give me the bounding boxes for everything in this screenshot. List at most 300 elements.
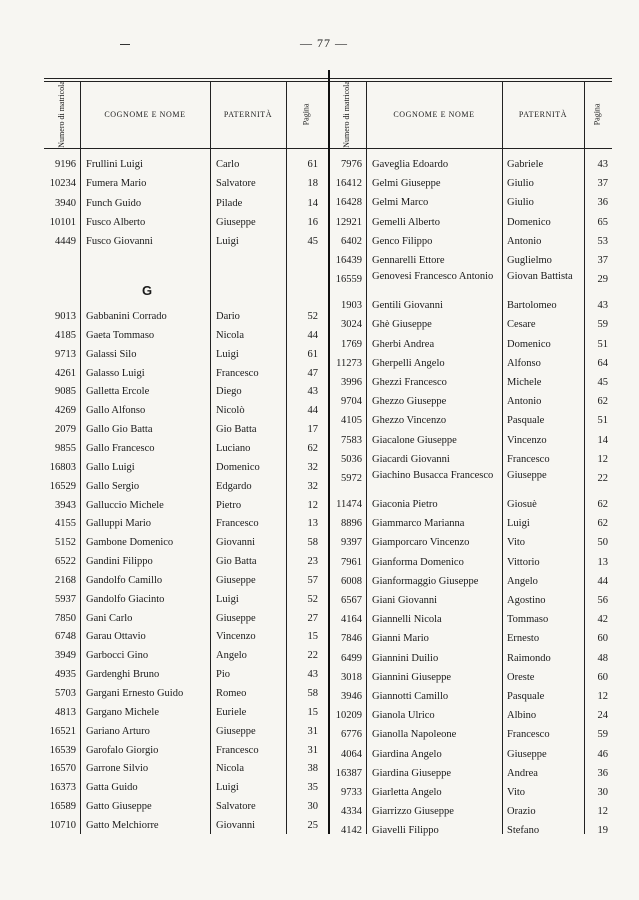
paternity-name: Ernesto	[507, 633, 540, 645]
person-name: Giaconia Pietro	[372, 499, 438, 510]
paternity-name: Antonio	[507, 396, 542, 408]
person-name: Gandolfo Giacinto	[86, 593, 165, 605]
paternity-name: Gabriele	[507, 159, 544, 170]
person-name: Gennarelli Ettore	[372, 255, 445, 266]
table-row	[44, 252, 612, 270]
page-reference: 42	[597, 614, 608, 626]
paternity-name: Luigi	[216, 593, 239, 605]
matricola-number: 4269	[55, 405, 76, 417]
table-row	[44, 803, 612, 821]
table-row	[44, 650, 612, 668]
person-name: Gianformaggio Giuseppe	[372, 575, 479, 587]
page-reference: 59	[597, 319, 608, 331]
page-reference: 45	[597, 377, 608, 388]
person-name: Galletta Ercole	[86, 386, 150, 398]
person-name: Gallo Alfonso	[86, 405, 146, 417]
paternity-name: Romeo	[216, 688, 247, 699]
header-pagina-right: Pagina	[592, 103, 602, 126]
matricola-number: 3996	[341, 377, 362, 388]
table-row	[44, 496, 612, 514]
table-row	[44, 297, 612, 315]
person-name: Ghezzo Giuseppe	[372, 396, 447, 408]
paternity-name: Michele	[507, 377, 542, 388]
paternity-name: Giuseppe	[216, 216, 256, 228]
page-reference: 43	[307, 669, 318, 681]
matricola-number: 6567	[341, 595, 362, 606]
matricola-number: 5152	[55, 537, 76, 549]
person-name: Gatta Guido	[86, 782, 138, 794]
paternity-name: Salvatore	[216, 801, 256, 813]
page-reference: 62	[307, 442, 318, 454]
register-table	[44, 78, 612, 837]
paternity-name: Cesare	[507, 319, 536, 331]
page-reference: 32	[307, 461, 318, 473]
page-reference: 51	[597, 338, 608, 350]
page-reference: 23	[307, 556, 318, 568]
person-name: Genovesi Francesco Antonio	[372, 271, 494, 283]
paternity-name: Bartolomeo	[507, 300, 557, 312]
page-reference: 51	[597, 415, 608, 427]
person-name: Giacardi Giovanni	[372, 453, 450, 465]
page-reference: 27	[307, 612, 318, 624]
page-reference: 57	[307, 574, 318, 586]
page-reference: 43	[597, 300, 608, 312]
person-name: Giardina Angelo	[372, 748, 442, 760]
table-row	[44, 336, 612, 354]
page-reference: 25	[307, 819, 318, 831]
person-name: Giammarco Marianna	[372, 518, 465, 530]
table-row	[44, 630, 612, 648]
table-row	[44, 412, 612, 430]
matricola-number: 4064	[341, 748, 362, 760]
table-row	[44, 515, 612, 533]
header-nome-right: COGNOME E NOME	[393, 110, 475, 119]
page-reference: 12	[597, 453, 608, 465]
matricola-number: 3946	[341, 691, 362, 702]
person-name: Giarletta Angelo	[372, 787, 442, 798]
page-reference: 17	[307, 424, 318, 436]
person-name: Gallo Francesco	[86, 442, 155, 454]
page-reference: 44	[307, 329, 318, 341]
paternity-name: Andrea	[507, 767, 538, 779]
matricola-number: 1769	[341, 338, 362, 350]
page-reference: 52	[307, 311, 318, 322]
paternity-name: Pietro	[216, 499, 242, 511]
matricola-number: 11474	[336, 499, 362, 510]
page-reference: 43	[597, 159, 608, 170]
page-reference: 35	[307, 782, 318, 794]
table-row	[44, 534, 612, 552]
paternity-name: Stefano	[507, 825, 540, 837]
page-reference: 37	[597, 178, 608, 190]
page-reference: 61	[307, 348, 318, 360]
matricola-number: 16529	[49, 480, 76, 492]
matricola-number: 4142	[341, 825, 362, 837]
paternity-name: Vincenzo	[507, 434, 547, 446]
matricola-number: 16387	[335, 767, 362, 779]
matricola-number: 6776	[341, 729, 362, 741]
table-row	[44, 156, 612, 174]
matricola-number: 4935	[55, 669, 76, 681]
person-name: Gaveglia Edoardo	[372, 159, 449, 170]
paternity-name: Luigi	[216, 782, 239, 794]
table-row	[44, 592, 612, 610]
paternity-name: Luigi	[507, 518, 530, 530]
matricola-number: 7850	[55, 612, 76, 624]
person-name: Gandolfo Camillo	[86, 574, 163, 586]
person-name: Gallo Luigi	[86, 461, 135, 473]
table-row	[44, 746, 612, 764]
paternity-name: Alfonso	[507, 357, 541, 369]
matricola-number: 6402	[341, 235, 362, 247]
page-reference: 16	[307, 216, 318, 228]
matricola-number: 9085	[55, 386, 76, 398]
matricola-number: 10101	[49, 216, 76, 228]
page-reference: 38	[307, 763, 318, 775]
matricola-number: 4164	[341, 614, 362, 626]
paternity-name: Giuseppe	[216, 612, 256, 624]
page-reference: 65	[597, 216, 608, 228]
person-name: Fumera Mario	[86, 178, 147, 190]
person-name: Gandini Filippo	[86, 556, 153, 568]
page-reference: 13	[307, 518, 318, 530]
paternity-name: Luigi	[216, 236, 239, 248]
page-reference: 22	[307, 650, 318, 662]
table-row	[44, 822, 612, 840]
matricola-number: 8896	[341, 518, 362, 530]
matricola-number: 16439	[335, 255, 362, 266]
paternity-name: Carlo	[216, 159, 240, 170]
page-reference: 15	[307, 631, 318, 643]
table-row	[44, 688, 612, 706]
matricola-number: 4105	[341, 415, 362, 427]
table-row	[44, 784, 612, 802]
page-reference: 62	[597, 518, 608, 530]
person-name: Giannotti Camillo	[372, 691, 449, 702]
table-row	[44, 355, 612, 373]
matricola-number: 9013	[55, 311, 76, 322]
person-name: Gargano Michele	[86, 706, 159, 718]
page-reference: 45	[307, 236, 318, 248]
matricola-number: 4185	[55, 329, 76, 341]
person-name: Gaeta Tommaso	[86, 329, 155, 341]
matricola-number: 16373	[49, 782, 76, 794]
page-reference: 13	[597, 556, 608, 568]
paternity-name: Edgardo	[216, 480, 252, 492]
person-name: Gani Carlo	[86, 612, 133, 624]
matricola-number: 16428	[335, 197, 362, 209]
person-name: Fusco Giovanni	[86, 236, 153, 248]
matricola-number: 9855	[55, 442, 76, 454]
person-name: Ghezzi Francesco	[372, 377, 447, 388]
paternity-name: Domenico	[507, 216, 551, 228]
header-numero-left: Numero di matricola	[56, 81, 66, 148]
person-name: Giannelli Nicola	[372, 614, 442, 626]
page-reference: 15	[307, 706, 318, 718]
matricola-number: 1903	[341, 300, 362, 312]
table-row	[44, 554, 612, 572]
paternity-name: Francesco	[216, 518, 259, 530]
person-name: Giannini Duilio	[372, 652, 439, 664]
paternity-name: Domenico	[507, 338, 551, 350]
person-name: Gelmi Marco	[372, 197, 429, 209]
matricola-number: 3018	[341, 671, 362, 683]
paternity-name: Pio	[216, 669, 231, 681]
header-nome-left: COGNOME E NOME	[104, 110, 186, 119]
matricola-number: 3943	[55, 499, 76, 511]
page-reference: 30	[307, 801, 318, 813]
matricola-number: 4261	[55, 367, 76, 379]
matricola-number: 5937	[55, 593, 76, 605]
page-reference: 61	[307, 159, 318, 170]
person-name: Gelmi Giuseppe	[372, 178, 441, 190]
matricola-number: 3949	[55, 650, 76, 662]
matricola-number: 4334	[341, 806, 362, 818]
page-reference: 48	[597, 652, 608, 664]
paternity-name: Gio Batta	[216, 556, 257, 568]
paternity-name: Francesco	[216, 744, 259, 756]
paternity-name: Antonio	[507, 235, 542, 247]
person-name: Garbocci Gino	[86, 650, 149, 662]
matricola-number: 9196	[55, 159, 76, 170]
person-name: Garrone Silvio	[86, 763, 149, 775]
paternity-name: Giuseppe	[507, 748, 547, 760]
person-name: Funch Guido	[86, 197, 142, 209]
page-reference: 52	[307, 593, 318, 605]
paternity-name: Vittorio	[507, 556, 540, 568]
page-reference: 36	[597, 197, 608, 209]
person-name: Gabbanini Corrado	[86, 311, 167, 322]
paternity-name: Guglielmo	[507, 255, 552, 266]
table-row	[44, 233, 612, 251]
person-name: Giannini Giuseppe	[372, 671, 452, 683]
matricola-number: 9733	[341, 787, 362, 798]
paternity-name: Giuseppe	[216, 574, 256, 586]
paternity-name: Angelo	[507, 575, 538, 587]
section-letter: G	[142, 283, 153, 298]
page-reference: 37	[597, 255, 608, 266]
person-name: Gatto Giuseppe	[86, 801, 152, 813]
matricola-number: 9713	[55, 348, 76, 360]
page-reference: 12	[307, 499, 318, 511]
matricola-number: 3024	[341, 319, 362, 331]
page-reference: 29	[597, 274, 608, 286]
matricola-number: 11273	[336, 357, 362, 369]
person-name: Giardina Giuseppe	[372, 767, 452, 779]
paternity-name: Francesco	[216, 367, 259, 379]
person-name: Gherpelli Angelo	[372, 357, 445, 369]
table-row	[44, 726, 612, 744]
page-reference: 58	[307, 688, 318, 699]
page-reference: 24	[597, 710, 608, 722]
page-reference: 58	[307, 537, 318, 549]
matricola-number: 6748	[55, 631, 76, 643]
matricola-number: 10710	[49, 819, 76, 831]
page-reference: 32	[307, 480, 318, 492]
person-name: Frullini Luigi	[86, 159, 143, 170]
table-row	[44, 573, 612, 591]
person-name: Fusco Alberto	[86, 216, 146, 228]
page-reference: 31	[307, 725, 318, 737]
matricola-number: 16589	[49, 801, 76, 813]
matricola-number: 12921	[335, 216, 362, 228]
paternity-name: Raimondo	[507, 652, 551, 664]
paternity-name: Albino	[507, 710, 537, 722]
paternity-name: Pasquale	[507, 691, 545, 702]
page-number: — 77 —	[300, 36, 348, 50]
person-name: Gatto Melchiorre	[86, 819, 159, 831]
page-reference: 43	[307, 386, 318, 398]
matricola-number: 7583	[341, 434, 362, 446]
table-row	[44, 765, 612, 783]
paternity-name: Luciano	[216, 442, 251, 454]
person-name: Giavelli Filippo	[372, 825, 439, 837]
table-row	[44, 214, 612, 232]
page-reference: 53	[597, 235, 608, 247]
page-dash-mark	[120, 44, 130, 45]
person-name: Gentili Giovanni	[372, 300, 443, 312]
matricola-number: 16539	[49, 744, 76, 756]
person-name: Gallo Sergio	[86, 480, 140, 492]
person-name: Galassi Silo	[86, 348, 137, 360]
paternity-name: Pilade	[216, 197, 243, 209]
matricola-number: 16559	[335, 274, 362, 286]
paternity-name: Nicola	[216, 763, 244, 775]
table-row	[44, 374, 612, 392]
paternity-name: Tommaso	[507, 614, 549, 626]
paternity-name: Nicola	[216, 329, 244, 341]
person-name: Gianolla Napoleone	[372, 729, 457, 741]
table-row	[44, 611, 612, 629]
person-name: Gardenghi Bruno	[86, 669, 160, 681]
paternity-name: Angelo	[216, 650, 247, 662]
person-name: Giacalone Giuseppe	[372, 434, 457, 446]
page-reference: 64	[597, 357, 608, 369]
person-name: Gargani Ernesto Guido	[86, 688, 184, 699]
paternity-name: Giovanni	[216, 537, 256, 549]
matricola-number: 5036	[341, 453, 362, 465]
person-name: Gariano Arturo	[86, 725, 150, 737]
paternity-name: Euriele	[216, 706, 247, 718]
page-reference: 14	[307, 197, 318, 209]
matricola-number: 2079	[55, 424, 76, 436]
matricola-number: 6008	[341, 575, 362, 587]
paternity-name: Agostino	[507, 595, 546, 606]
table-row	[44, 432, 612, 450]
person-name: Gianforma Domenico	[372, 556, 464, 568]
person-name: Galluccio Michele	[86, 499, 164, 511]
matricola-number: 2168	[55, 574, 76, 586]
page-reference: 12	[597, 806, 608, 818]
paternity-name: Vincenzo	[216, 631, 256, 643]
page-reference: 59	[597, 729, 608, 741]
table-row	[44, 669, 612, 687]
person-name: Gianni Mario	[372, 633, 429, 645]
page-reference: 18	[307, 178, 318, 190]
person-name: Giani Giovanni	[372, 595, 438, 606]
matricola-number: 4449	[55, 236, 76, 248]
page-reference: 22	[597, 473, 608, 484]
page-reference: 12	[597, 691, 608, 702]
paternity-name: Pasquale	[507, 415, 545, 427]
matricola-number: 3940	[55, 197, 76, 209]
matricola-number: 10209	[335, 710, 362, 722]
person-name: Gallo Gio Batta	[86, 424, 153, 436]
paternity-name: Giovan Battista	[507, 271, 573, 283]
page-reference: 50	[597, 537, 608, 549]
paternity-name: Giuseppe	[507, 470, 547, 481]
paternity-name: Gio Batta	[216, 424, 257, 436]
matricola-number: 4813	[55, 706, 76, 718]
person-name: Gambone Domenico	[86, 537, 174, 549]
page-reference: 14	[597, 434, 608, 446]
person-name: Giamporcaro Vincenzo	[372, 537, 470, 549]
paternity-name: Vito	[507, 787, 526, 798]
paternity-name: Giovanni	[216, 819, 256, 831]
page-reference: 44	[597, 575, 608, 587]
table-row	[44, 175, 612, 193]
person-name: Garau Ottavio	[86, 631, 146, 643]
paternity-name: Vito	[507, 537, 526, 549]
table-row	[44, 470, 612, 494]
matricola-number: 9704	[341, 396, 362, 408]
person-name: Galasso Luigi	[86, 367, 145, 379]
person-name: Gherbi Andrea	[372, 338, 435, 350]
person-name: Genco Filippo	[372, 235, 433, 247]
paternity-name: Francesco	[507, 453, 550, 465]
header-numero-right: Numero di matricola	[341, 81, 351, 148]
table-row	[44, 393, 612, 411]
matricola-number: 10234	[49, 178, 76, 190]
matricola-number: 9397	[341, 537, 362, 549]
paternity-name: Luigi	[216, 348, 239, 360]
paternity-name: Giulio	[507, 197, 534, 209]
paternity-name: Domenico	[216, 461, 260, 473]
matricola-number: 6499	[341, 652, 362, 664]
header-paternita-left: PATERNITÀ	[223, 110, 273, 119]
page-reference: 44	[307, 405, 318, 417]
paternity-name: Diego	[216, 386, 242, 398]
paternity-name: Giuseppe	[216, 725, 256, 737]
page-reference: 56	[597, 595, 608, 606]
person-name: Garofalo Giorgio	[86, 744, 159, 756]
paternity-name: Giulio	[507, 178, 534, 190]
matricola-number: 16521	[49, 725, 76, 737]
table-row	[44, 271, 612, 295]
header-pagina-left: Pagina	[301, 103, 311, 126]
person-name: Ghezzo Vincenzo	[372, 415, 447, 427]
matricola-number: 16412	[335, 178, 362, 190]
person-name: Giarrizzo Giuseppe	[372, 806, 454, 818]
page-reference: 60	[597, 671, 608, 683]
matricola-number: 5703	[55, 688, 76, 699]
matricola-number: 16570	[49, 763, 76, 775]
person-name: Galluppi Mario	[86, 518, 152, 530]
person-name: Giachino Busacca Francesco	[372, 470, 494, 481]
person-name: Ghè Giuseppe	[372, 319, 432, 331]
page-reference: 62	[597, 396, 608, 408]
table-row	[44, 194, 612, 212]
table-row	[44, 316, 612, 334]
header-paternita-right: PATERNITÀ	[518, 110, 568, 119]
table-row	[44, 707, 612, 725]
page-reference: 62	[597, 499, 608, 510]
page-reference: 31	[307, 744, 318, 756]
page-reference: 30	[597, 787, 608, 798]
paternity-name: Nicolò	[216, 405, 245, 417]
matricola-number: 5972	[341, 473, 362, 484]
page-reference: 36	[597, 767, 608, 779]
